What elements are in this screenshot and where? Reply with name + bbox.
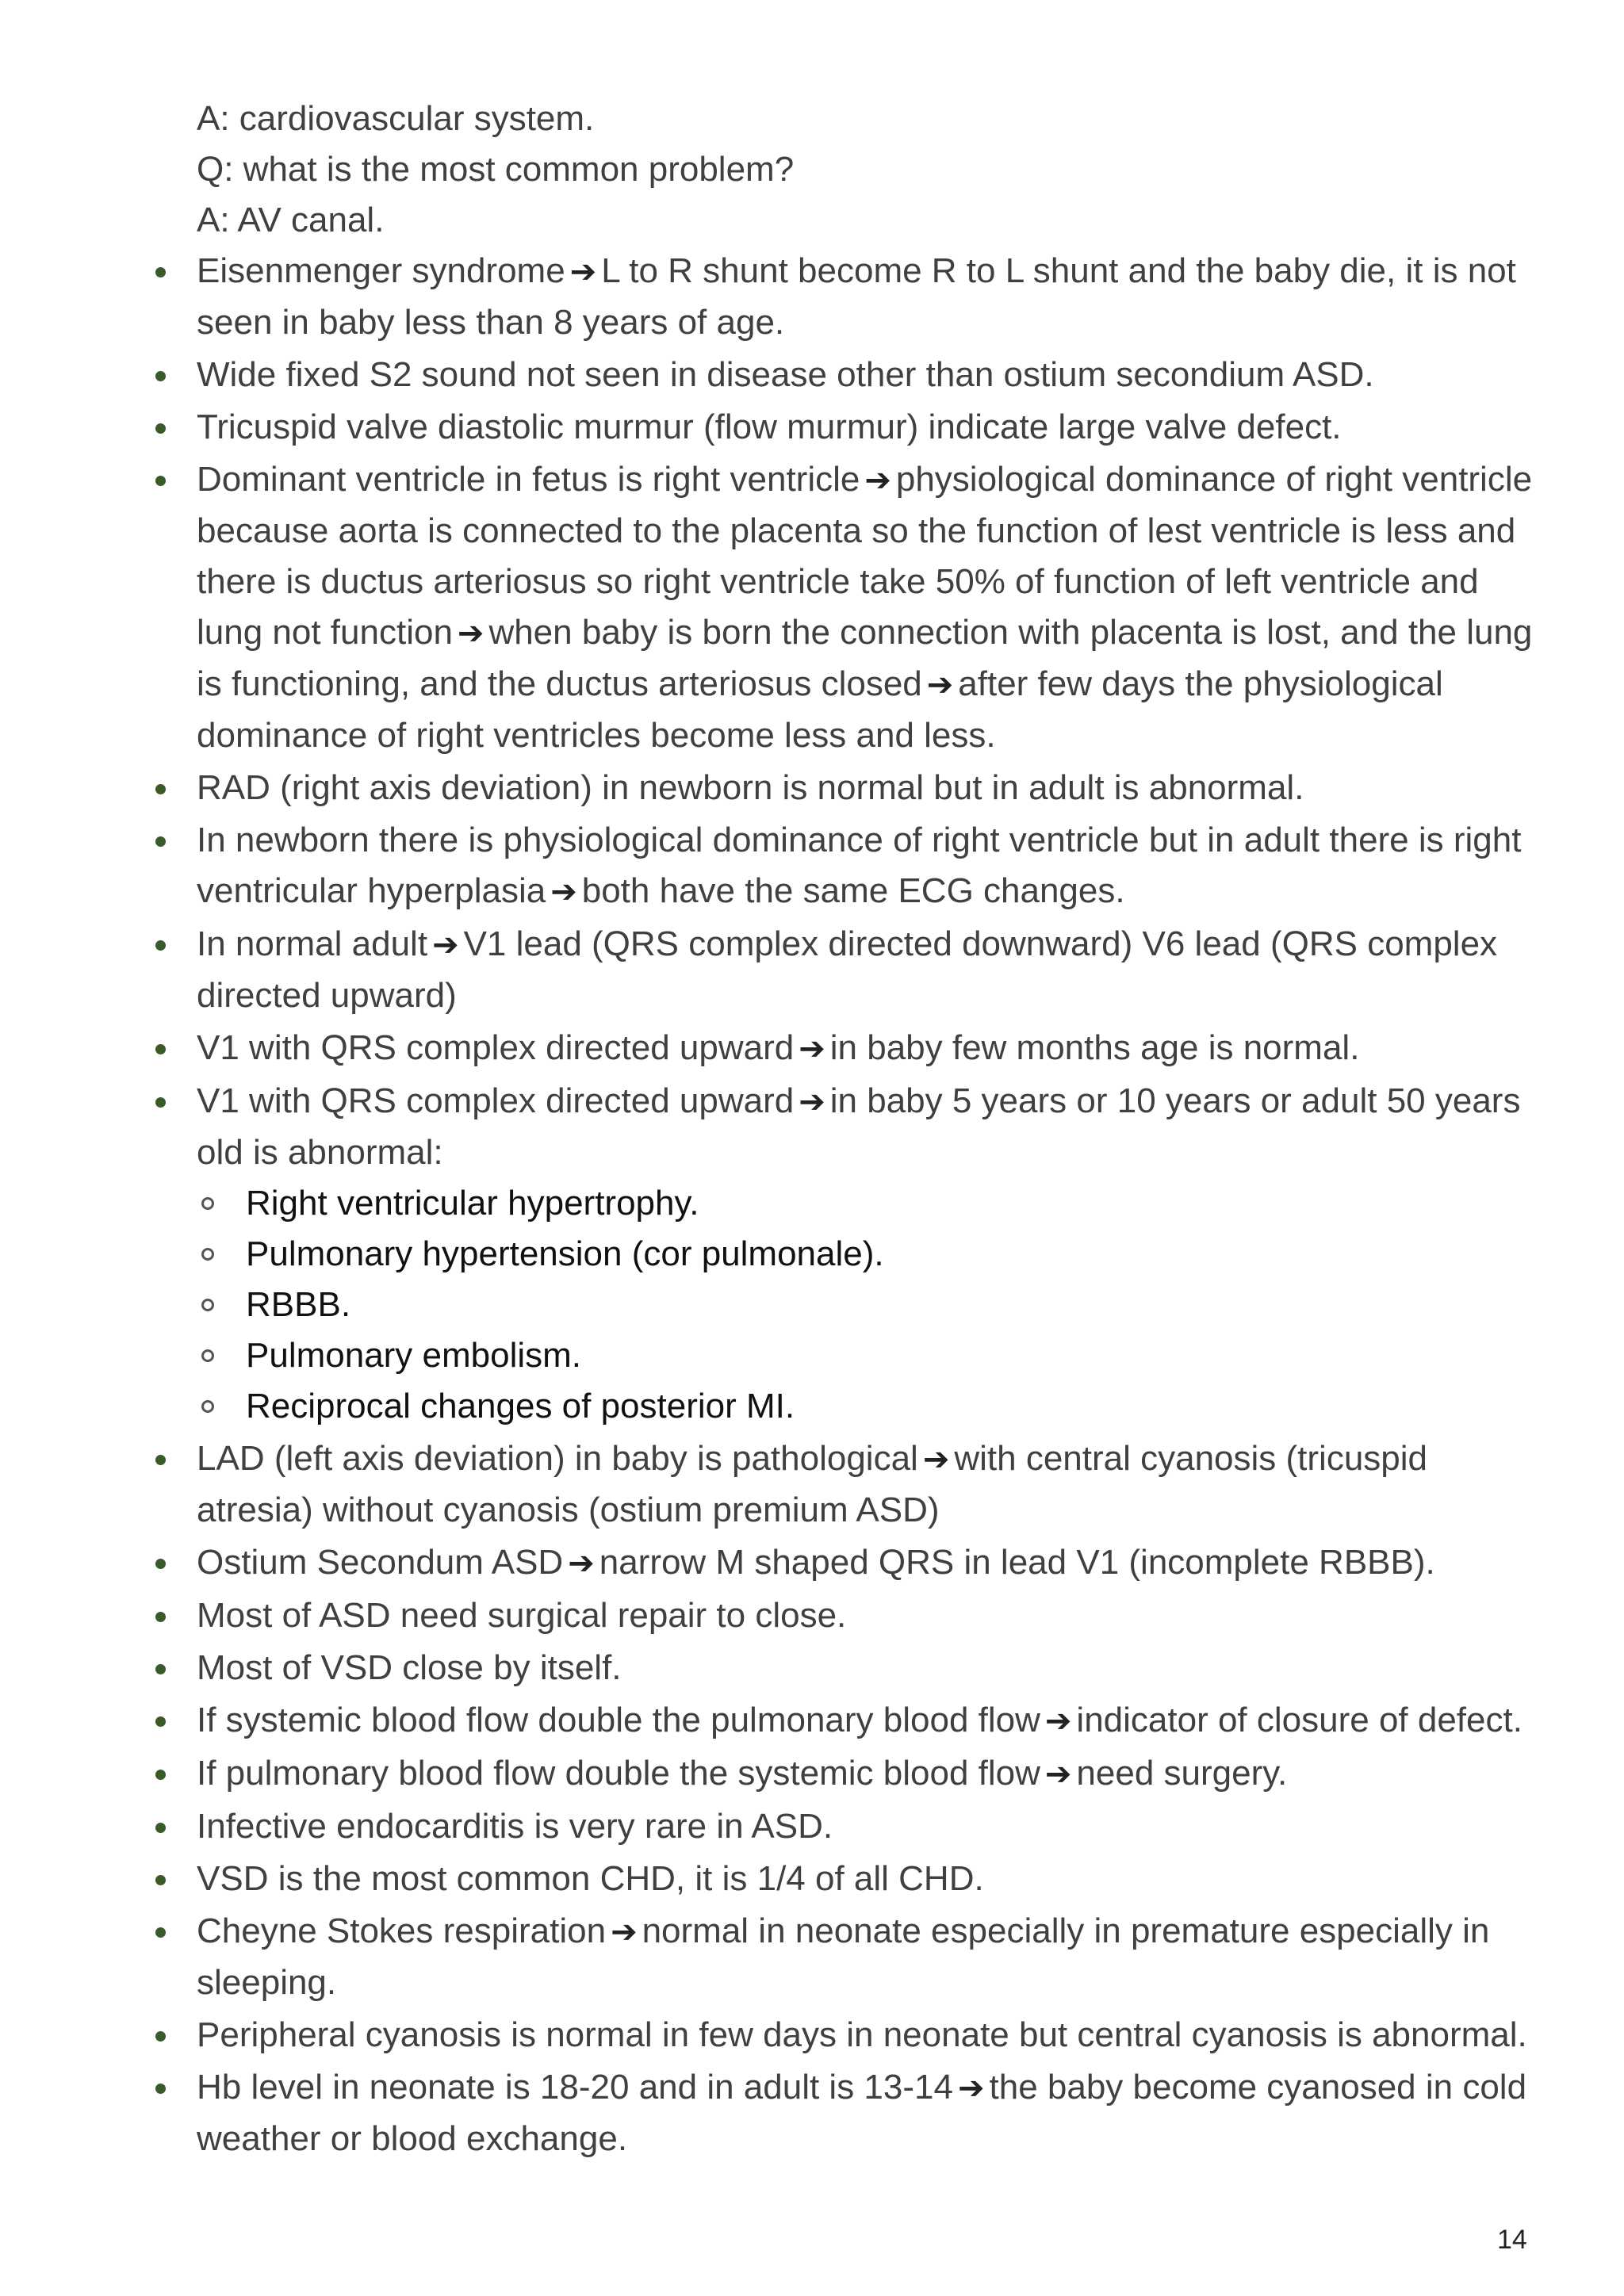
list-item (197, 1854, 1537, 1904)
list-item (197, 1023, 1537, 1074)
list-item-text: narrow M shaped QRS in lead V1 (incomplete RBBB). (599, 1543, 1435, 1582)
hollow-circle-bullet-icon (201, 1248, 214, 1261)
list-item-text: VSD is the most common CHD, it is 1/4 of all CHD. (197, 1859, 984, 1898)
list-item-text: the baby become cyanosed in cold weather or blood exchange. (197, 2068, 1527, 2158)
list-item (197, 763, 1537, 813)
list-item-text: Cheyne Stokes respiration (197, 1911, 607, 1950)
list-item-text: Hb level in neonate is 18-20 and in adult is 13-14 (197, 2068, 953, 2107)
qa-answer-1: A: cardiovascular system. (197, 99, 595, 138)
list-item (197, 402, 1537, 453)
bullet-dot-icon (155, 1664, 166, 1674)
page-number: 14 (1497, 2225, 1527, 2255)
list-item (197, 454, 1537, 761)
bullet-dot-icon (155, 2031, 166, 2042)
right-arrow-icon: ➔ (569, 254, 597, 290)
list-item-text: L to R shunt become R to L shunt and the baby die, it is not seen in baby less than 8 years of age. (197, 251, 1516, 342)
bullet-dot-icon (155, 1559, 166, 1569)
sub-list-item-text: RBBB. (246, 1285, 351, 1324)
qa-question: Q: what is the most common problem? (197, 150, 795, 189)
bullet-dot-icon (155, 1716, 166, 1727)
list-item (197, 1076, 1537, 1432)
list-item-text: normal in neonate especially in premature especially in sleeping. (197, 1911, 1490, 2002)
sub-list-item (246, 1280, 1537, 1330)
bullet-dot-icon (155, 423, 166, 434)
list-item-text: Peripheral cyanosis is normal in few days in neonate but central cyanosis is abnormal. (197, 2015, 1527, 2054)
sub-list-item-text: Reciprocal changes of posterior MI. (246, 1387, 795, 1425)
right-arrow-icon: ➔ (432, 927, 459, 963)
list-item-text: Dominant ventricle in fetus is right ventricle (197, 460, 860, 499)
list-item-text: In newborn there is physiological dominance of right ventricle but in adult there is right ventricular hyperplasia (197, 821, 1522, 910)
list-item (197, 1433, 1537, 1536)
list-item (197, 246, 1537, 348)
right-arrow-icon: ➔ (957, 2070, 985, 2107)
list-item-text: If systemic blood flow double the pulmonary blood flow (197, 1701, 1040, 1739)
list-item (197, 1801, 1537, 1852)
right-arrow-icon: ➔ (611, 1914, 638, 1950)
list-item (197, 1695, 1537, 1747)
list-item (197, 815, 1537, 917)
right-arrow-icon: ➔ (799, 1031, 825, 1067)
list-item (197, 1537, 1537, 1589)
bullet-dot-icon (155, 836, 166, 847)
bullet-dot-icon (155, 1823, 166, 1833)
bullet-dot-icon (155, 784, 166, 794)
list-item-text: after few days the physiological dominance of right ventricles become less and less. (197, 664, 1443, 755)
bullet-dot-icon (155, 1612, 166, 1622)
right-arrow-icon: ➔ (568, 1545, 595, 1582)
list-item-text: in baby 5 years or 10 years or adult 50 years old is abnormal: (197, 1081, 1521, 1172)
sub-list-item-text: Pulmonary hypertension (cor pulmonale). (246, 1234, 884, 1273)
sub-list-item (246, 1229, 1537, 1280)
bullet-dot-icon (155, 267, 166, 277)
list-item-text: Most of VSD close by itself. (197, 1648, 622, 1687)
list-item-text: RAD (right axis deviation) in newborn is normal but in adult is abnormal. (197, 768, 1304, 807)
list-item (197, 919, 1537, 1021)
bullet-dot-icon (155, 371, 166, 381)
page-content (197, 94, 1537, 2166)
list-item-text: both have the same ECG changes. (581, 871, 1125, 910)
hollow-circle-bullet-icon (201, 1299, 214, 1311)
bullet-dot-icon (155, 1875, 166, 1885)
list-item-text: Ostium Secondum ASD (197, 1543, 564, 1582)
right-arrow-icon: ➔ (1044, 1703, 1072, 1739)
list-item-text: Infective endocarditis is very rare in ASD. (197, 1807, 833, 1846)
list-item (197, 2062, 1537, 2164)
list-item-text: LAD (left axis deviation) in baby is pathological (197, 1439, 918, 1478)
list-item-text: In normal adult (197, 924, 428, 963)
sub-list-item (246, 1330, 1537, 1381)
sub-list-item-text: Pulmonary embolism. (246, 1336, 582, 1375)
list-item (197, 1906, 1537, 2008)
list-item (197, 1643, 1537, 1693)
list-item (197, 1748, 1537, 1800)
list-item-text: V1 with QRS complex directed upward (197, 1081, 795, 1120)
sub-list-item (246, 1381, 1537, 1432)
list-item-text: when baby is born the connection with placenta is lost, and the lung is functioning, and the ductus arteriosus closed (197, 613, 1533, 703)
right-arrow-icon: ➔ (922, 1441, 950, 1478)
bullet-dot-icon (155, 1927, 166, 1938)
list-item-text: indicator of closure of defect. (1076, 1701, 1522, 1739)
right-arrow-icon: ➔ (864, 462, 891, 499)
list-item-text: physiological dominance of right ventricle because aorta is connected to the placenta so the function of lest ventricle is less and there is ductus arteriosus so right ventricle take 50% of function of left ventricle and lung not function (197, 460, 1533, 652)
bullet-dot-icon (155, 940, 166, 951)
hollow-circle-bullet-icon (201, 1400, 214, 1413)
qa-answer-2: A: AV canal. (197, 201, 385, 239)
list-item-text: Wide fixed S2 sound not seen in disease other than ostium secondium ASD. (197, 355, 1374, 394)
bullet-list (197, 246, 1537, 2164)
hollow-circle-bullet-icon (201, 1349, 214, 1362)
list-item-text: with central cyanosis (tricuspid atresia) without cyanosis (ostium premium ASD) (197, 1439, 1428, 1529)
right-arrow-icon: ➔ (926, 667, 954, 703)
right-arrow-icon: ➔ (457, 615, 485, 652)
list-item-text: Tricuspid valve diastolic murmur (flow murmur) indicate large valve defect. (197, 408, 1342, 446)
bullet-dot-icon (155, 1097, 166, 1108)
bullet-dot-icon (155, 476, 166, 486)
list-item-text: V1 with QRS complex directed upward (197, 1028, 795, 1067)
sub-list-item (246, 1178, 1537, 1229)
list-item (197, 350, 1537, 400)
right-arrow-icon: ➔ (799, 1084, 825, 1120)
sub-list-item-text: Right ventricular hypertrophy. (246, 1184, 699, 1223)
bullet-dot-icon (155, 2084, 166, 2094)
list-item-text: in baby few months age is normal. (829, 1028, 1360, 1067)
bullet-dot-icon (155, 1770, 166, 1780)
bullet-dot-icon (155, 1455, 166, 1465)
hollow-circle-bullet-icon (201, 1197, 214, 1210)
sub-list (197, 1178, 1537, 1432)
right-arrow-icon: ➔ (550, 874, 577, 910)
list-item-text: Eisenmenger syndrome (197, 251, 565, 290)
list-item-text: need surgery. (1076, 1754, 1288, 1793)
right-arrow-icon: ➔ (1044, 1756, 1072, 1793)
bullet-dot-icon (155, 1044, 166, 1054)
list-item-text: V1 lead (QRS complex directed downward) V6 lead (QRS complex directed upward) (197, 924, 1498, 1015)
list-item (197, 2010, 1537, 2061)
list-item-text: If pulmonary blood flow double the systemic blood flow (197, 1754, 1040, 1793)
list-item-text: Most of ASD need surgical repair to close. (197, 1596, 847, 1635)
list-item (197, 1590, 1537, 1641)
